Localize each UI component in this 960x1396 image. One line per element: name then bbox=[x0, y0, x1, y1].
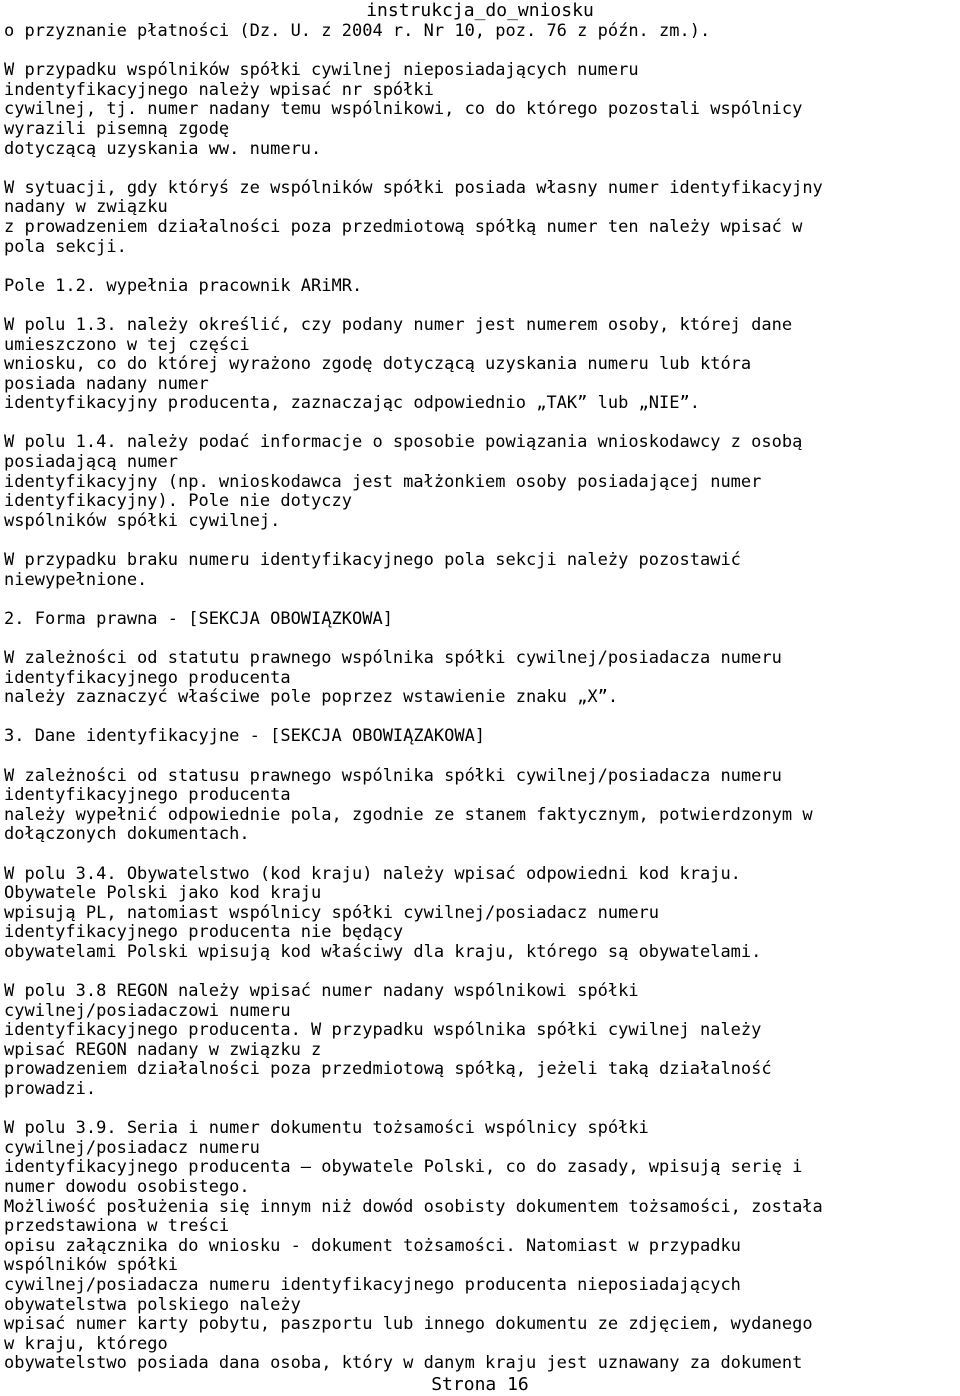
text-line: prowadzi. bbox=[4, 1079, 97, 1100]
text-line: z prowadzeniem działalności poza przedmiotową spółką numer ten należy wpisać w bbox=[4, 216, 803, 237]
paragraph bbox=[4, 649, 958, 708]
text-line: W polu 3.8 REGON należy wpisać numer nadany wspólnikowi spółki bbox=[4, 981, 639, 1002]
text-line: opisu załącznika do wniosku - dokument tożsamości. Natomiast w przypadku bbox=[4, 1235, 741, 1256]
text-line: W polu 3.4. Obywatelstwo (kod kraju) należy wpisać odpowiedni kod kraju. bbox=[4, 863, 741, 884]
text-line: wpisać numer karty pobytu, paszportu lub innego dokumentu ze zdjęciem, wydanego bbox=[4, 1314, 813, 1335]
paragraph bbox=[4, 61, 958, 159]
paragraph bbox=[4, 610, 958, 630]
paragraph bbox=[4, 982, 958, 1100]
text-line: o przyznanie płatności (Dz. U. z 2004 r. Nr 10, poz. 76 z późn. zm.). bbox=[4, 21, 711, 41]
text-line: przedstawiona w treści bbox=[4, 1216, 230, 1237]
text-line: umieszczono w tej części bbox=[4, 334, 250, 355]
document-body bbox=[4, 22, 958, 1374]
text-line: pola sekcji. bbox=[4, 236, 127, 257]
text-line: wpisać REGON nadany w związku z bbox=[4, 1039, 322, 1060]
text-line: Obywatele Polski jako kod kraju bbox=[4, 883, 322, 904]
paragraph bbox=[4, 22, 958, 42]
text-line: W sytuacji, gdy któryś ze wspólników spółki posiada własny numer identyfikacyjny bbox=[4, 177, 823, 198]
text-line: obywatelstwa polskiego należy bbox=[4, 1294, 301, 1315]
paragraph bbox=[4, 727, 958, 747]
text-line: identyfikacyjny producenta, zaznaczając odpowiednio „TAK” lub „NIE”. bbox=[4, 393, 700, 414]
text-line: nadany w związku bbox=[4, 197, 168, 218]
paragraph bbox=[4, 551, 958, 590]
text-line: identyfikacyjnego producenta – obywatele Polski, co do zasady, wpisują serię i bbox=[4, 1157, 803, 1178]
text-line: dotyczącą uzyskania ww. numeru. bbox=[4, 138, 322, 159]
paragraph bbox=[4, 1119, 958, 1374]
text-line: 3. Dane identyfikacyjne - [SEKCJA OBOWIĄZAKOWA] bbox=[4, 726, 486, 747]
text-line: numer dowodu osobistego. bbox=[4, 1177, 250, 1198]
paragraph bbox=[4, 277, 958, 297]
text-line: identyfikacyjny (np. wnioskodawca jest małżonkiem osoby posiadającej numer bbox=[4, 471, 762, 492]
page-number: Strona 16 bbox=[431, 1374, 529, 1395]
text-line: Pole 1.2. wypełnia pracownik ARiMR. bbox=[4, 275, 363, 296]
text-line: identyfikacyjny). Pole nie dotyczy bbox=[4, 491, 352, 512]
text-line: W zależności od statutu prawnego wspólnika spółki cywilnej/posiadacza numeru bbox=[4, 648, 782, 668]
text-line: obywatelami Polski wpisują kod właściwy dla kraju, którego są obywatelami. bbox=[4, 941, 762, 962]
text-line: identyfikacyjnego producenta bbox=[4, 667, 291, 688]
paragraph bbox=[4, 316, 958, 414]
text-line: W polu 3.9. Seria i numer dokumentu tożsamości wspólnicy spółki bbox=[4, 1118, 649, 1139]
text-line: w kraju, którego bbox=[4, 1333, 168, 1354]
text-line: cywilnej/posiadaczowi numeru bbox=[4, 1000, 291, 1021]
text-line: Możliwość posłużenia się innym niż dowód osobisty dokumentem tożsamości, została bbox=[4, 1196, 823, 1217]
text-line: obywatelstwo posiada dana osoba, który w danym kraju jest uznawany za dokument bbox=[4, 1353, 803, 1374]
paragraph bbox=[4, 865, 958, 963]
text-line: dołączonych dokumentach. bbox=[4, 824, 250, 845]
paragraph bbox=[4, 767, 958, 845]
paragraph bbox=[4, 179, 958, 257]
text-line: cywilnej, tj. numer nadany temu wspólnikowi, co do którego pozostali wspólnicy bbox=[4, 99, 803, 120]
text-line: niewypełnione. bbox=[4, 569, 148, 590]
text-line: wniosku, co do której wyrażono zgodę dotyczącą uzyskania numeru lub która bbox=[4, 354, 752, 375]
text-line: indentyfikacyjnego należy wpisać nr spółki bbox=[4, 79, 434, 100]
text-line: W polu 1.3. należy określić, czy podany numer jest numerem osoby, której dane bbox=[4, 314, 793, 335]
text-line: 2. Forma prawna - [SEKCJA OBOWIĄZKOWA] bbox=[4, 608, 393, 629]
text-line: identyfikacyjnego producenta bbox=[4, 785, 291, 806]
text-line: cywilnej/posiadacz numeru bbox=[4, 1137, 260, 1158]
text-line: należy wypełnić odpowiednie pola, zgodnie ze stanem faktycznym, potwierdzonym w bbox=[4, 804, 813, 825]
text-line: wspólników spółki bbox=[4, 1255, 178, 1276]
paragraph bbox=[4, 433, 958, 531]
text-line: identyfikacyjnego producenta. W przypadku wspólnika spółki cywilnej należy bbox=[4, 1020, 762, 1041]
text-line: W zależności od statusu prawnego wspólnika spółki cywilnej/posiadacza numeru bbox=[4, 765, 782, 786]
text-line: cywilnej/posiadacza numeru identyfikacyjnego producenta nieposiadających bbox=[4, 1275, 741, 1295]
text-line: W polu 1.4. należy podać informacje o sposobie powiązania wnioskodawcy z osobą bbox=[4, 432, 803, 453]
text-line: prowadzeniem działalności poza przedmiotową spółką, jeżeli taką działalność bbox=[4, 1059, 772, 1080]
document-header-title: instrukcja_do_wniosku bbox=[366, 0, 594, 21]
text-line: wpisują PL, natomiast wspólnicy spółki cywilnej/posiadacz numeru bbox=[4, 902, 660, 923]
text-line: wyrazili pisemną zgodę bbox=[4, 118, 230, 139]
text-line: posiada nadany numer bbox=[4, 373, 209, 394]
text-line: W przypadku braku numeru identyfikacyjnego pola sekcji należy pozostawić bbox=[4, 550, 741, 571]
text-line: identyfikacyjnego producenta nie będący bbox=[4, 922, 404, 943]
text-line: posiadającą numer bbox=[4, 452, 178, 473]
text-line: należy zaznaczyć właściwe pole poprzez wstawienie znaku „X”. bbox=[4, 687, 619, 708]
text-line: W przypadku wspólników spółki cywilnej nieposiadających numeru bbox=[4, 60, 639, 81]
text-line: wspólników spółki cywilnej. bbox=[4, 510, 281, 531]
